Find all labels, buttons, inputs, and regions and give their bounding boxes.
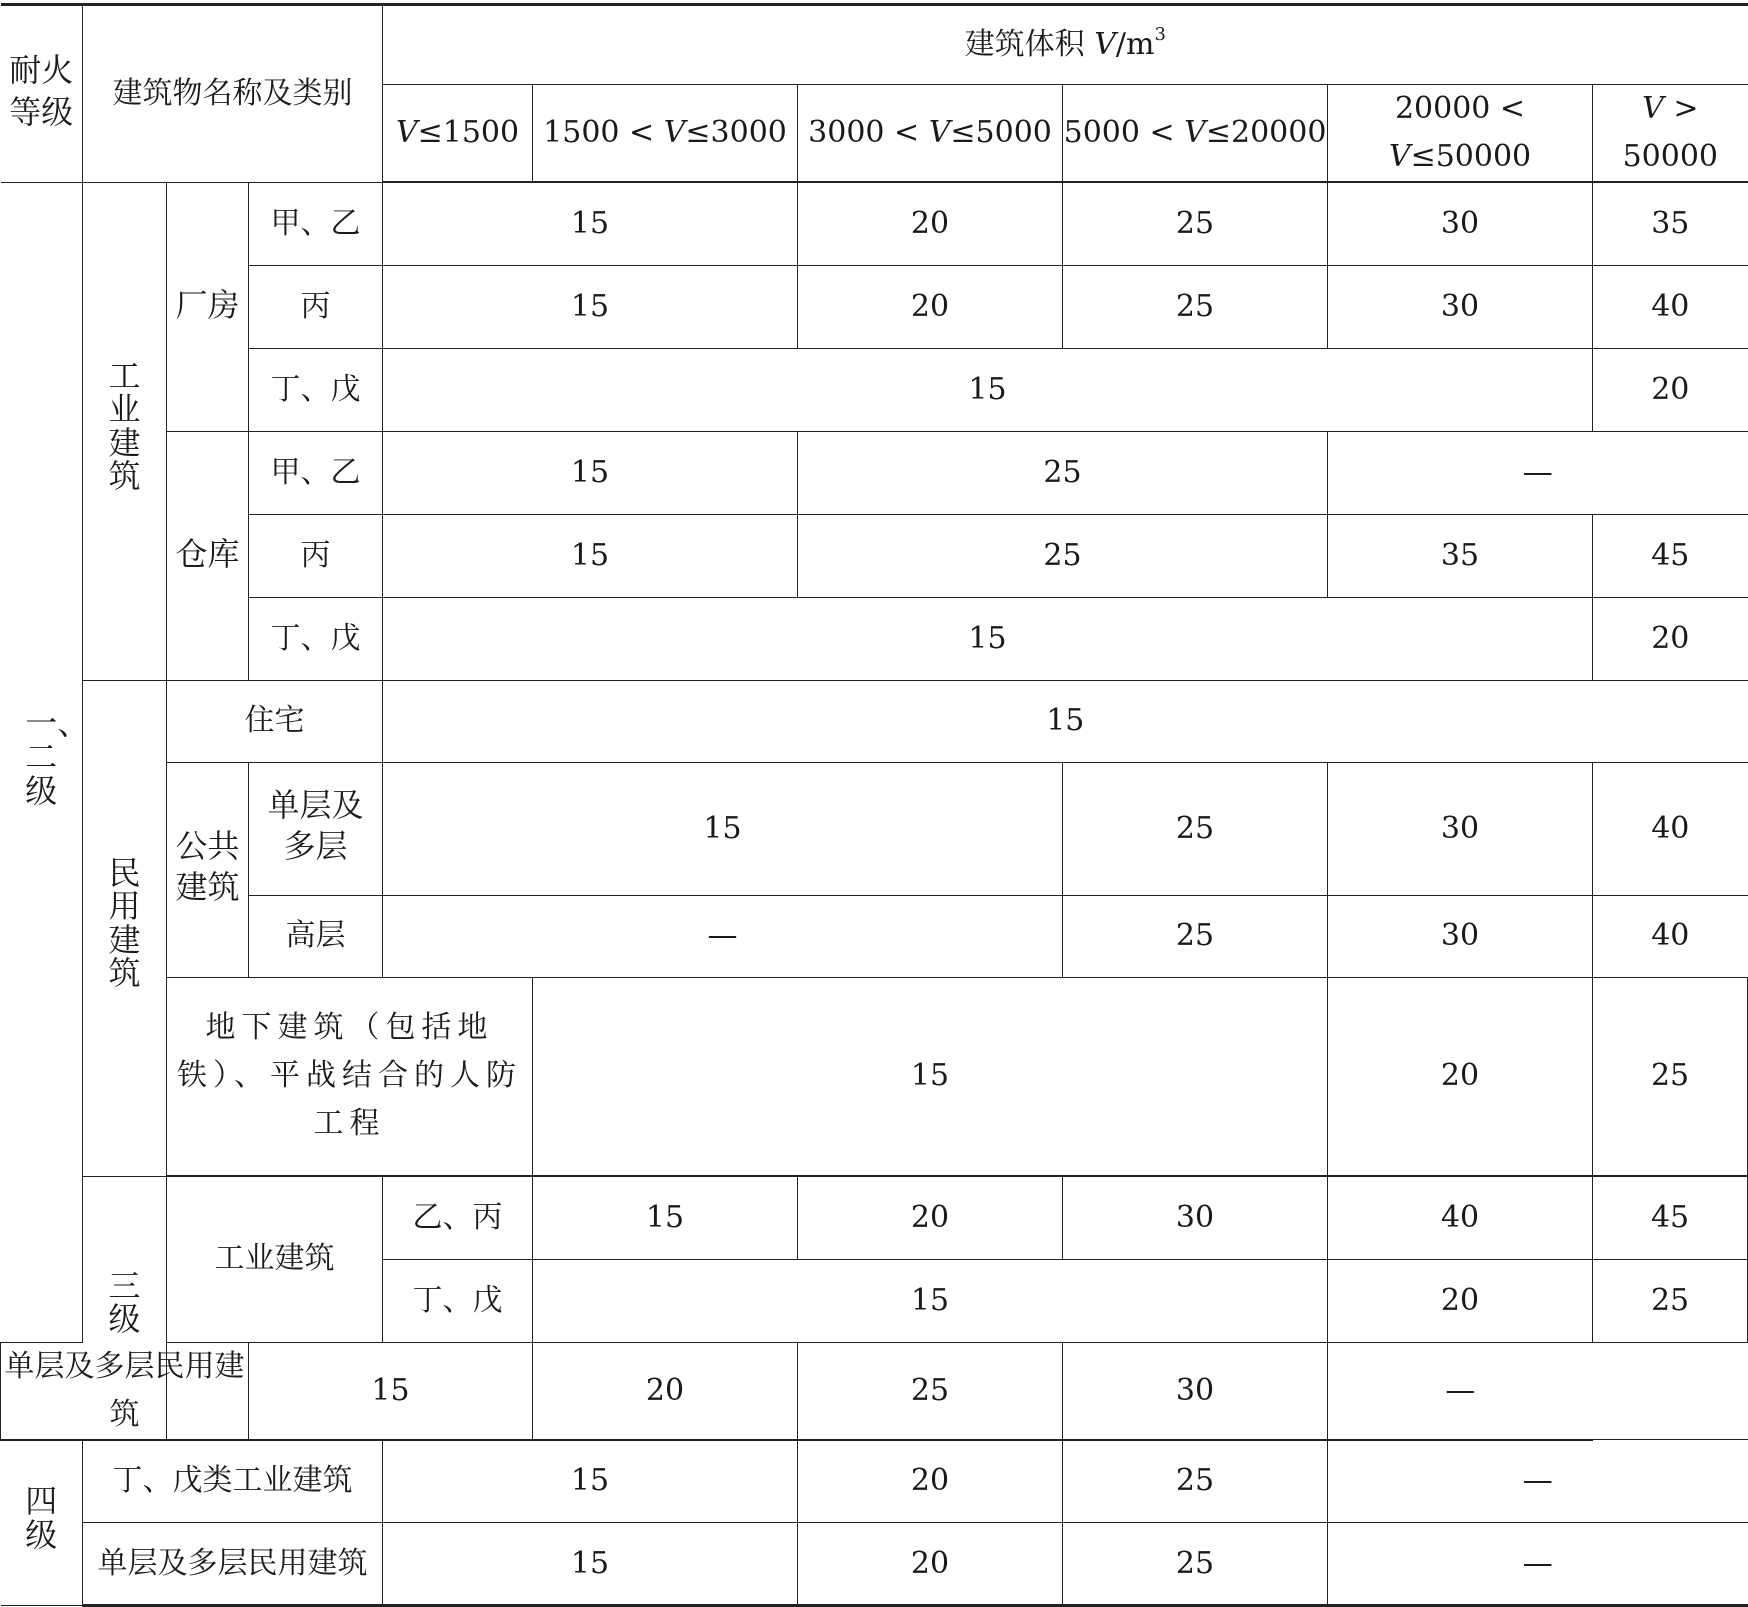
table-row [1,265,1748,348]
value-cell: 20 [798,182,1063,265]
range-header: 3000 < V≤5000 [798,85,1063,183]
value-cell: 15 [383,597,1593,680]
value-cell: 25 [798,431,1328,514]
class-cell: 丙 [249,265,383,348]
range-header: 1500 < V≤3000 [533,85,798,183]
value-cell: 25 [1063,182,1328,265]
value-cell: 20 [798,1523,1063,1606]
fire-water-flow-table [0,3,1748,1607]
class-cell: 甲、乙 [249,431,383,514]
value-cell: 25 [1593,977,1748,1176]
value-cell: 15 [383,514,798,597]
class-cell: 乙、丙 [383,1176,533,1259]
table-row [1,1440,1748,1523]
table-row [1,680,1748,762]
class-cell: 丁、戊 [383,1259,533,1342]
value-cell: 20 [533,1342,798,1440]
subcategory-cell: 仓库 [167,431,249,680]
value-cell: 15 [383,1523,798,1606]
class-cell: 丙 [249,514,383,597]
grade-cell: 三级 [83,1176,167,1440]
class-cell: 丁、戊 [249,348,383,431]
value-cell: 45 [1593,514,1748,597]
table-row [1,348,1748,431]
value-cell: — [1328,1440,1748,1523]
value-cell: 15 [249,1342,533,1440]
value-cell: 20 [1593,348,1748,431]
table-row [1,1176,1748,1259]
value-cell: 25 [798,514,1328,597]
class-cell: 甲、乙 [249,182,383,265]
value-cell: 30 [1063,1176,1328,1259]
value-cell: 15 [533,977,1328,1176]
table-row [1,1523,1748,1606]
table-row [1,977,1748,1176]
category-cell: 单层及多层民用建筑 [1,1342,249,1440]
value-cell: 20 [1328,977,1593,1176]
value-cell: — [1328,1523,1748,1606]
value-cell: 30 [1328,762,1593,895]
class-cell: 丁、戊 [249,597,383,680]
value-cell: 25 [1063,265,1328,348]
value-cell: 20 [798,1440,1063,1523]
class-cell: 高层 [249,895,383,977]
value-cell: 20 [1593,597,1748,680]
value-cell: 15 [383,1440,798,1523]
table-row [1,1342,1748,1440]
range-header: 5000 < V≤20000 [1063,85,1328,183]
header-row-1 [1,5,1748,85]
value-cell: 40 [1593,265,1748,348]
value-cell: 30 [1328,182,1593,265]
value-cell: 40 [1593,895,1748,977]
table-row [1,895,1748,977]
subcategory-cell: 厂房 [167,182,249,431]
fire-grade-header: 耐火等级 [1,5,83,183]
value-cell: 30 [1063,1342,1328,1440]
category-cell: 丁、戊类工业建筑 [83,1440,383,1523]
value-cell: 20 [798,1176,1063,1259]
value-cell: 25 [1063,1440,1328,1523]
category-cell: 民用建筑 [83,680,167,1176]
table-row [1,431,1748,514]
value-cell: 25 [1593,1259,1748,1342]
value-cell: 40 [1328,1176,1593,1259]
value-cell: 15 [533,1259,1328,1342]
underground-cell: 地下建筑（包括地铁）、平战结合的人防工程 [167,977,533,1176]
table-row [1,182,1748,265]
volume-header: 建筑体积 $V/m^3$ [383,5,1748,85]
table-row [1,514,1748,597]
value-cell: 20 [798,265,1063,348]
value-cell: 15 [383,348,1593,431]
value-cell: 25 [798,1342,1063,1440]
category-cell: 单层及多层民用建筑 [83,1523,383,1606]
value-cell: 15 [383,182,798,265]
value-cell: 25 [1063,895,1328,977]
subcategory-cell: 住宅 [167,680,383,762]
value-cell: 35 [1593,182,1748,265]
subcategory-cell: 公共建筑 [167,762,249,977]
value-cell: 15 [383,762,1063,895]
value-cell: — [383,895,1063,977]
value-cell: 15 [533,1176,798,1259]
range-header: V≤1500 [383,85,533,183]
range-header: V > 50000 [1593,85,1748,183]
range-header: 20000 < V≤50000 [1328,85,1593,183]
table-row [1,762,1748,895]
building-name-header: 建筑物名称及类别 [83,5,383,183]
value-cell: 25 [1063,762,1328,895]
value-cell: 30 [1328,895,1593,977]
value-cell: 25 [1063,1523,1328,1606]
category-cell: 工业建筑 [167,1176,383,1342]
value-cell: 45 [1593,1176,1748,1259]
table-row [1,597,1748,680]
value-cell: 15 [383,265,798,348]
value-cell: 15 [383,680,1748,762]
value-cell: 30 [1328,265,1593,348]
grade-cell: 一、二级 [1,182,83,1342]
class-cell: 单层及多层 [249,762,383,895]
value-cell: 15 [383,431,798,514]
value-cell: 40 [1593,762,1748,895]
value-cell: — [1328,1342,1593,1440]
value-cell: 35 [1328,514,1593,597]
value-cell: — [1328,431,1748,514]
grade-cell: 四级 [1,1440,83,1606]
category-cell: 工业建筑 [83,182,167,680]
value-cell: 20 [1328,1259,1593,1342]
